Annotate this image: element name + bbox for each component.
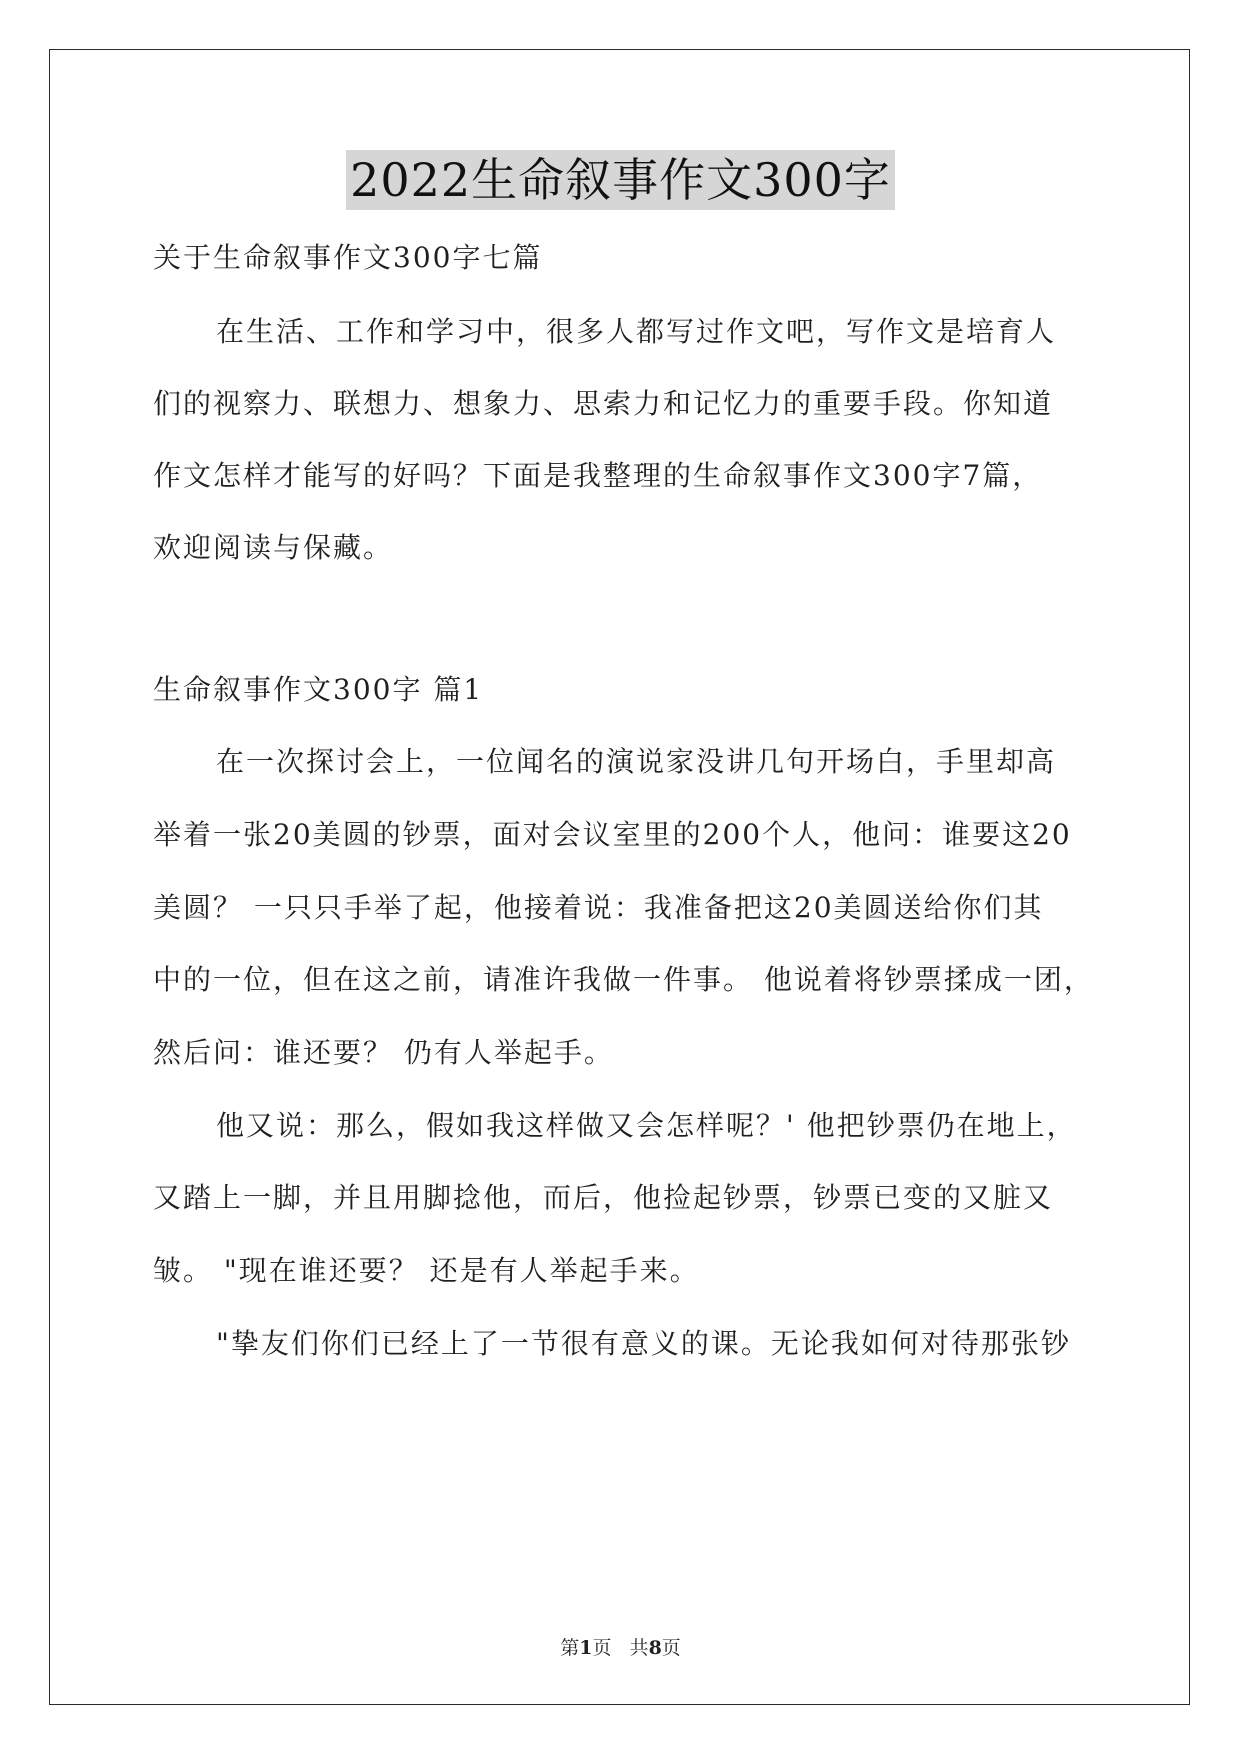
section-heading: 生命叙事作文300字 篇1	[153, 673, 484, 706]
page-border	[49, 49, 1190, 1705]
paragraph-line: 然后问：谁还要？ 仍有人举起手。	[153, 1036, 614, 1069]
footer-prefix: 第	[560, 1637, 580, 1659]
paragraph-line: 又踏上一脚，并且用脚捻他，而后，他捡起钞票，钞票已变的又脏又	[153, 1181, 1054, 1214]
paragraph-line: 欢迎阅读与保藏。	[153, 531, 394, 564]
paragraph-line: 作文怎样才能写的好吗？下面是我整理的生命叙事作文300字7篇，	[153, 459, 1043, 492]
paragraph-line: 在生活、工作和学习中，很多人都写过作文吧，写作文是培育人	[216, 315, 1057, 348]
paragraph-line: 中的一位，但在这之前，请准许我做一件事。 他说着将钞票揉成一团，	[153, 963, 1094, 996]
paragraph-line: 们的视察力、联想力、想象力、思索力和记忆力的重要手段。你知道	[153, 387, 1054, 420]
paragraph-line: 美圆？ 一只只手举了起，他接着说：我准备把这20美圆送给你们其	[153, 891, 1044, 924]
footer-page-number: 1	[579, 1637, 593, 1659]
footer-middle: 页 共	[592, 1637, 649, 1659]
paragraph-line: 在一次探讨会上，一位闻名的演说家没讲几句开场白，手里却高	[216, 745, 1057, 778]
paragraph-line: 皱。 "现在谁还要？ 还是有人举起手来。	[153, 1254, 700, 1287]
document-subtitle: 关于生命叙事作文300字七篇	[153, 241, 543, 274]
paragraph-line: 举着一张20美圆的钞票，面对会议室里的200个人，他问：谁要这20	[153, 818, 1072, 851]
footer-suffix: 页	[661, 1637, 681, 1659]
footer-total-pages: 8	[648, 1637, 662, 1659]
paragraph-line: "挚友们你们已经上了一节很有意义的课。无论我如何对待那张钞	[216, 1327, 1071, 1360]
paragraph-line: 他又说：那么，假如我这样做又会怎样呢？' 他把钞票仍在地上，	[216, 1109, 1077, 1142]
document-title: 2022生命叙事作文300字	[346, 150, 895, 210]
page-footer	[0, 1633, 1241, 1660]
title-container	[0, 150, 1241, 210]
